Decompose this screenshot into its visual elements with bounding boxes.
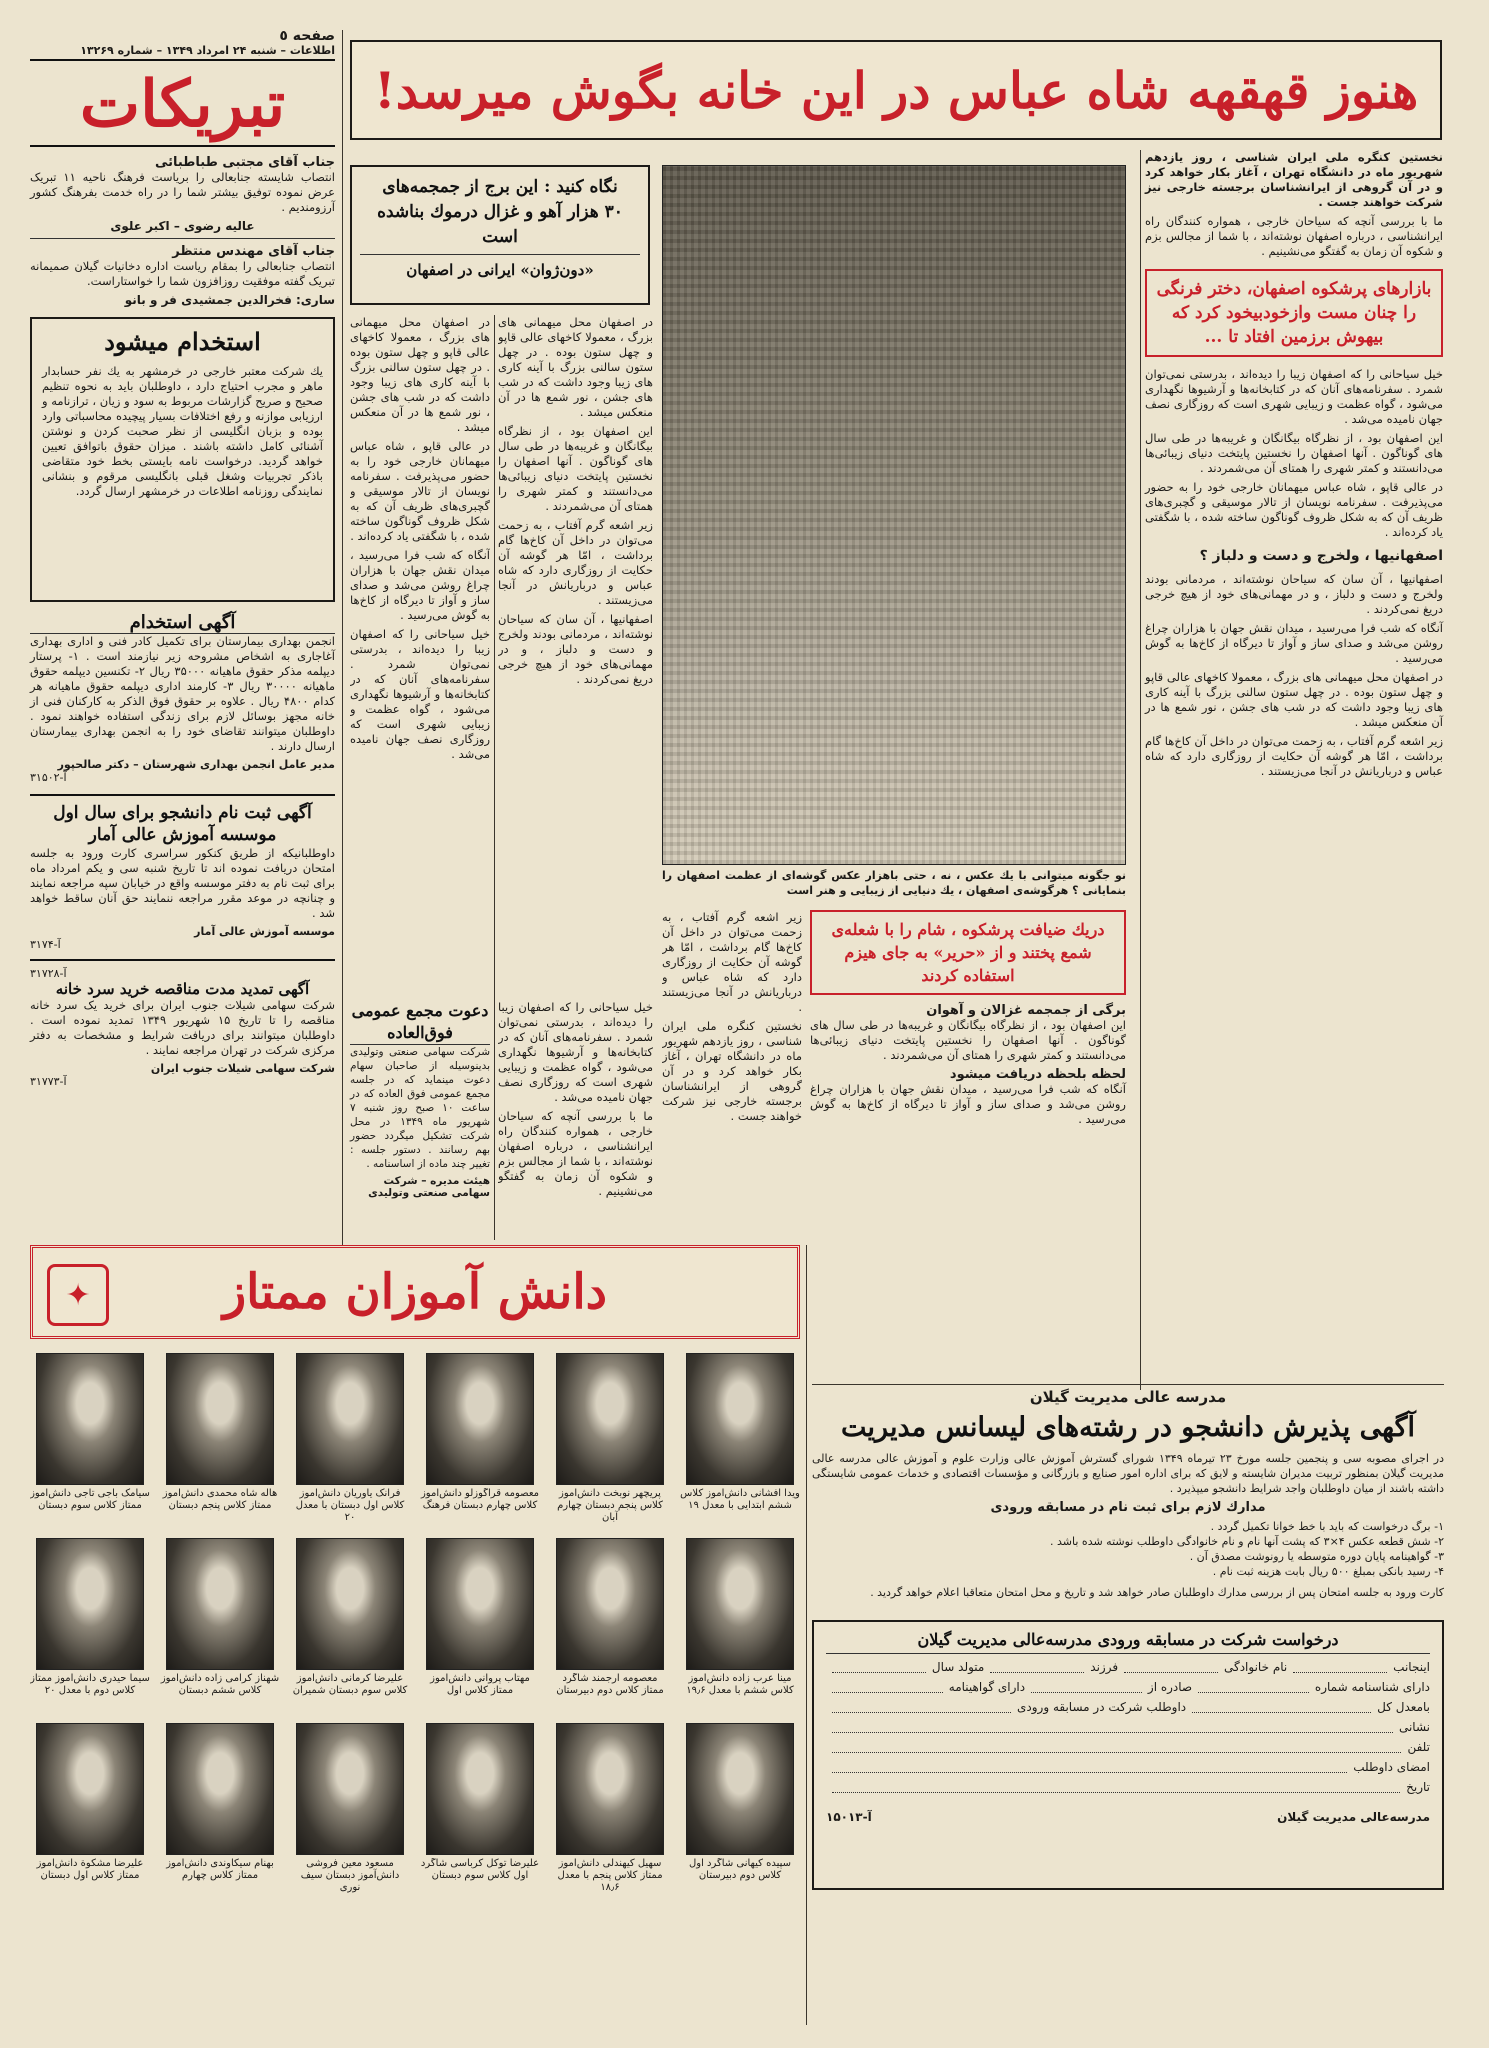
red-callout	[810, 910, 1126, 995]
student-photo	[36, 1723, 144, 1855]
invitation-title: دعوت مجمع عمومی فوق‌العاده	[350, 1000, 490, 1045]
form-label: تلفن	[1407, 1740, 1430, 1754]
statistics-ad	[30, 794, 335, 951]
article-paragraph: این اصفهان بود ، از نظرگاه بیگانگان و غریبه‌ها در طی سال های گوناگون . آنها اصفهان را نخستین پایتخت دنیای زیبائی‌ها می‌دانستند و کمتر شهری را همتای آن می‌شمردند .	[810, 1018, 1126, 1062]
student-caption: فرانک یاوریان دانش‌آموز کلاس اول دبستان با معدل ۲۰	[295, 1488, 405, 1523]
ad-body: انجمن بهداری بیمارستان برای تکمیل کادر فنی و اداری بهداری آغاجاری به اشخاص مشروحه زیر نیازمند است . ۱- پرستار دیپلمه مذکر حقوق ماهیانه ۳۵۰۰۰ ریال ۲- تکنسین دیپلمه حقوق ماهیانه ۳۰۰۰۰ ریال ۳- کارمند اداری دیپلمه حقوق ماهیانه هر کدام ۴۸۰۰ ریال . علاوه بر حقوق فوق الذکر به کارکنان فنی از خانه مجهز بوسائل لازم برای زندگی استفاده خواهند نمود . داوطلبان میتوانند تقاضای خود را به انجمن بهداری بیمارستان ارسال دارند .	[30, 634, 335, 753]
article-paragraph: اصفهانیها ، آن سان که سیاحان نوشته‌اند ، مردمانی بودند ولخرج و دست و دلباز ، و در مهمانی‌های خود از هیچ خرجی دریغ نمی‌کردند .	[1145, 572, 1443, 616]
student-caption: مهتاب پروانی دانش‌آموز ممتاز کلاس اول	[430, 1673, 530, 1696]
student-photo	[426, 1353, 534, 1485]
student-card	[290, 1353, 410, 1530]
student-caption: مسعود معین فروشی دانش‌آموز دبستان سیف نوری	[300, 1858, 400, 1893]
ad-sign: شرکت سهامی شیلات جنوب ایران	[150, 1062, 335, 1075]
gilan-title: آگهی پذیرش دانشجو در رشته‌های لیسانس مدیریت	[841, 1412, 1415, 1443]
student-caption: علیرضا توکل کرباسی شاگرد اول کلاس سوم دبستان	[420, 1858, 540, 1881]
lower-article	[810, 910, 1126, 1240]
gilan-conditions-title: مدارك لازم برای ثبت نام در مسابقه ورودی	[990, 1500, 1266, 1515]
student-card	[160, 1353, 280, 1530]
gilan-condition: ۱- برگ درخواست که باید با خط خوانا تکمیل گردد .	[1210, 1520, 1444, 1533]
student-photo	[166, 1538, 274, 1670]
congrats-sign: عالیه رضوی – اکبر علوی	[110, 219, 255, 233]
student-card	[160, 1723, 280, 1900]
article-paragraph: خیل سیاحانی را که اصفهان زیبا را دیده‌اند ، بدرستی نمی‌توان شمرد . سفرنامه‌های آنان که در کتابخانه‌ها و آرشیوها نگهداری می‌شود ، گواه عظمت و زیبایی شهری است که روزگاری نصف جهان نامیده می‌شد .	[1145, 367, 1443, 426]
student-caption: سهیل کیهندلی دانش‌آموز ممتاز کلاس پنجم با معدل ۱۸٫۶	[557, 1858, 663, 1893]
gilan-form	[812, 1620, 1444, 1890]
sub-headline-line: نگاه کنید : این برج از جمجمه‌های	[382, 177, 618, 197]
issue-line: اطلاعات – شنبه ۲۴ امرداد ۱۳۴۹ – شماره ۱۳۲۶۹	[30, 44, 335, 61]
photo-caption-box	[662, 868, 1126, 898]
student-caption: علیرضا کرمانی دانش‌آموز کلاس سوم دبستان شمیران	[292, 1673, 408, 1696]
article-paragraph: زیر اشعه گرم آفتاب ، به زحمت می‌توان در داخل آن کاخ‌ها گام برداشت ، امّا هر گوشه آن حکایت از روزگاری دارد که شاه عباس و درباریانش در آنجا می‌زیستند .	[662, 910, 802, 1014]
student-photo	[296, 1723, 404, 1855]
congrats-block	[30, 155, 335, 307]
form-label: داوطلب شرکت در مسابقه ورودی	[1017, 1700, 1187, 1714]
student-caption: معصومه ارجمند شاگرد ممتاز کلاس دوم دبیرستان	[556, 1673, 664, 1696]
article-paragraph: خیل سیاحانی را که اصفهان زیبا را دیده‌اند ، بدرستی نمی‌توان شمرد . سفرنامه‌های آنان که در کتابخانه‌ها و آرشیوها نگهداری می‌شود ، گواه عظمت و زیبایی شهری است که روزگاری نصف جهان نامیده می‌شد .	[498, 1000, 653, 1104]
student-photo	[166, 1723, 274, 1855]
ad-code: آ-۳۱۷۴	[30, 938, 61, 951]
emblem-icon: ✦	[47, 1264, 109, 1326]
gilan-code: آ-۱۵۰۱۳	[826, 1810, 872, 1824]
bold-subhead: اصفهانیها ، ولخرج و دست و دلباز ؟	[1199, 548, 1443, 564]
student-photo	[686, 1723, 794, 1855]
article-paragraph: زیر اشعه گرم آفتاب ، به زحمت می‌توان در داخل آن کاخ‌ها گام برداشت ، امّا هر گوشه آن حکایت از روزگاری دارد که شاه عباس و درباریانش در آنجا می‌زیستند .	[1145, 734, 1443, 778]
form-label: بامعدل کل	[1377, 1700, 1430, 1714]
form-label: فرزند	[1090, 1660, 1119, 1674]
student-caption: مینا عرب زاده دانش‌آموز کلاس ششم با معدل ۱۹٫۶	[686, 1673, 794, 1696]
article-column	[350, 315, 490, 995]
form-label: دارای شناسنامه شماره	[1314, 1680, 1430, 1694]
sub-headline-box	[350, 165, 650, 305]
congrats-body: انتصاب شایسته جنابعالی را بریاست فرهنگ ناحیه ۱۱ تبریک عرض نموده توفیق بیشتر شما را در راه خدمت بفرهنگ کشور آرزومندیم .	[30, 170, 335, 214]
article-intro: نخستین کنگره ملی ایران شناسی ، روز یازدهم شهریور ماه در دانشگاه تهران ، آغاز بکار خواهد کرد و در آن گروهی از ایرانشناسان برجسته خارجی نیز شرکت خواهند جست .	[1145, 150, 1443, 209]
invitation-sign: هیئت مدیره – شرکت سهامی صنعتی وتولیدی	[368, 1175, 490, 1199]
mosque-photo	[662, 165, 1126, 865]
student-card	[290, 1723, 410, 1900]
page-number: صفحه ٥	[279, 28, 335, 44]
article-paragraph: در اصفهان محل میهمانی های بزرگ ، معمولا کاخهای عالی قاپو و چهل ستون بوده . در چهل ستون سالنی بزرگ با آینه کاری های زیبا وجود داشت که در شب های جشن ، نور شمع ها در آن منعکس میشد .	[498, 315, 653, 419]
student-caption: سپیده کیهانی شاگرد اول کلاس دوم دبیرستان	[688, 1858, 792, 1881]
student-card	[30, 1353, 150, 1530]
student-photo	[556, 1538, 664, 1670]
student-card	[420, 1353, 540, 1530]
gilan-condition: ۴- رسید بانکی بمبلغ ۵۰۰ ریال بابت هزینه ثبت نام .	[1212, 1565, 1444, 1578]
student-caption: معصومه قراگوزلو دانش‌آموز کلاس چهارم دبستان فرهنگ	[420, 1488, 540, 1511]
student-caption: پریچهر نوبخت دانش‌آموز کلاس پنجم دبستان چهارم آبان	[557, 1488, 663, 1523]
photo-caption: نو جگونه میتوانی با یك عکس ، نه ، حتی باهزار عکس گوشه‌ای از عظمت اصفهان را بنمایانی ؟ هرگوشه‌ی اصفهان ، یك دنیایی از زیبایی و هنر است	[662, 869, 1126, 897]
congrats-body: انتصاب جنابعالی را بمقام ریاست اداره دخانیات گیلان صمیمانه تبریک گفته موفقیت روزافزون شما را خواستاراست.	[30, 259, 335, 288]
student-card	[680, 1723, 800, 1900]
student-card	[30, 1723, 150, 1900]
ad-code: آ-۳۱۷۷۳	[30, 1075, 67, 1088]
student-photo	[296, 1538, 404, 1670]
article-column	[662, 910, 802, 1240]
article-paragraph: آنگاه که شب فرا می‌رسید ، میدان نقش جهان با هزاران چراغ روشن می‌شد و صدای ساز و آواز تا دیرگاه از کاخ‌ها به گوش می‌رسید .	[1145, 621, 1443, 665]
ad-title: آگهی تمدید مدت مناقصه خرید سرد خانه	[55, 980, 310, 998]
student-caption: علیرضا مشکوة دانش‌آموز ممتاز کلاس اول دبستان	[36, 1858, 144, 1881]
employment-title: استخدام میشود	[104, 327, 261, 356]
article-column	[498, 1000, 653, 1240]
masthead	[30, 28, 335, 61]
form-label: تاریخ	[1406, 1780, 1430, 1794]
student-card	[30, 1538, 150, 1715]
red-callout-text: دریك ضیافت پرشکوه ، شام را با شعله‌ی شمع پختند و از «حریر» به جای هیزم استفاده کردند	[831, 920, 1105, 985]
article-paragraph: این اصفهان بود ، از نظرگاه بیگانگان و غریبه‌ها در طی سال های گوناگون . آنها اصفهان را نخستین پایتخت دنیای زیبائی‌ها می‌دانستند و کمتر شهری را همتای آن می‌شمردند .	[498, 424, 653, 513]
article-paragraph: در عالی قاپو ، شاه عباس میهمانان خارجی خود را به حضور می‌پذیرفت . سفرنامه نویسان از تالار موسیقی و گچبری‌های ظریف آن که به شکل ظروف گوناگون ساخته شده ، با شگفتی یاد کرده‌اند .	[1145, 480, 1443, 539]
form-label: متولد سال	[931, 1660, 985, 1674]
ad-code: آ-۳۱۵۰۲	[30, 771, 67, 784]
ad-sign: موسسه آموزش عالی آمار	[194, 925, 335, 938]
employment-ad	[30, 317, 335, 602]
form-label: اینجانب	[1393, 1660, 1430, 1674]
student-caption: سیما حیدری دانش‌آموز ممتاز کلاس دوم با معدل ۲۰	[30, 1673, 150, 1696]
employment-body: یك شرکت معتبر خارجی در خرمشهر به یك نفر حسابدار ماهر و مجرب احتیاج دارد ، داوطلبان باید به نحوه تنظیم صحیح و صریح گزارشات مربوط به سود و زیان ، ترازنامه و ارزیابی موازنه و رفع اختلافات بسیار پیچیده محاسباتی وارد بوده و بزبان انگلیسی از نظر صحبت کردن و نوشتن آشنائی کامل داشته باشند . میزان حقوق باتوافق تعیین خواهد گردید. درخواست نامه بایستی بخط خود متقاضی باذکر تجربیات وشغل قبلی بانگلیسی مرقوم و بنشانی نمایندگی روزنامه اطلاعات در خرمشهر ارسال گردد.	[42, 364, 323, 498]
ad-title: آگهی ثبت نام دانشجو برای سال اول موسسه آموزش عالی آمار	[53, 803, 312, 845]
sub-headline-tagline: «دون‌ژوان» ایرانی در اصفهان	[360, 254, 640, 285]
coldstore-ad	[30, 959, 335, 1088]
student-caption: شهناز کرامی زاده دانش‌آموز کلاس ششم دبستان	[160, 1673, 280, 1696]
article-paragraph: در اصفهان محل میهمانی های بزرگ ، معمولا کاخهای عالی قاپو و چهل ستون بوده . در چهل ستون سالنی بزرگ با آینه کاری های زیبا وجود داشت که در شب های جشن ، نور شمع ها در آن منعکس میشد .	[350, 315, 490, 434]
student-photo	[166, 1353, 274, 1485]
students-banner	[30, 1245, 800, 1339]
student-caption: ویدا افشانی دانش‌آموز کلاس ششم ابتدایی با معدل ۱۹	[680, 1488, 800, 1511]
student-caption: سیامک باجی تاجی دانش‌آموز ممتاز کلاس سوم دبستان	[30, 1488, 150, 1511]
invitation-ad	[350, 1000, 490, 1240]
student-card	[290, 1538, 410, 1715]
student-photo	[296, 1353, 404, 1485]
form-label: نام خانوادگی	[1224, 1660, 1288, 1674]
article-paragraph: در اصفهان محل میهمانی های بزرگ ، معمولا کاخهای عالی قاپو و چهل ستون بوده . در چهل ستون سالنی بزرگ با آینه کاری های زیبا وجود داشت که در شب های جشن ، نور شمع ها در آن منعکس میشد .	[1145, 670, 1443, 729]
article-right-column	[1145, 150, 1443, 1390]
ad-body: داوطلبانیکه از طریق کنکور سراسری کارت ورود به جلسه امتحان دریافت نموده اند تا تاریخ شنبه سی و یکم امرداد ماه برای ثبت نام به دفتر موسسه واقع در خیابان سپه مراجعه نمایند و چنانچه در موعد مقرر مراجعه ننمایند حق آنان ساقط خواهد شد .	[30, 846, 335, 920]
article-paragraph: در عالی قاپو ، شاه عباس میهمانان خارجی خود را به حضور می‌پذیرفت . سفرنامه نویسان از تالار موسیقی و گچبری‌های ظریف آن که به شکل ظروف گوناگون ساخته شده ، با شگفتی یاد کرده‌اند .	[350, 439, 490, 543]
gilan-header: مدرسه عالی مدیریت گیلان	[1029, 1388, 1227, 1406]
student-photo	[686, 1353, 794, 1485]
gilan-footer: کارت ورود به جلسه امتحان پس از بررسی مدارك داوطلبان صادر خواهد شد و تاریخ و محل امتحان متعاقبا اعلام خواهد گردید .	[870, 1586, 1444, 1599]
student-photo	[426, 1723, 534, 1855]
article-paragraph: آنگاه که شب فرا می‌رسید ، میدان نقش جهان با هزاران چراغ روشن می‌شد و صدای ساز و آواز تا دیرگاه از کاخ‌ها به گوش می‌رسید .	[350, 548, 490, 622]
hiring-ad	[30, 612, 335, 784]
article-paragraph: این اصفهان بود ، از نظرگاه بیگانگان و غریبه‌ها در طی سال های گوناگون . آنها اصفهان را نخستین پایتخت دنیای زیبائی‌ها می‌دانستند و کمتر شهری را همتای آن می‌شمردند .	[1145, 431, 1443, 475]
ad-body: شرکت سهامی شیلات جنوب ایران برای خرید یک سرد خانه مناقصه را تا تاریخ ۱۵ شهریور ۱۳۴۹ تمدید نموده است . داوطلبان میتوانند برای دریافت شرایط و مشخصات به دفتر مرکزی شرکت در تهران مراجعه نمایند .	[30, 998, 335, 1057]
gilan-ad	[812, 1388, 1444, 2028]
article-paragraph: نخستین کنگره ملی ایران شناسی ، روز یازدهم شهریور ماه در دانشگاه تهران ، آغاز بکار خواهد کرد و در آن گروهی از ایرانشناسان برجسته خارجی نیز شرکت خواهند جست .	[662, 1019, 802, 1123]
congrats-title: جناب آقای مهندس منتظر	[172, 244, 335, 259]
article-paragraph: اصفهانیها ، آن سان که سیاحان نوشته‌اند ، مردمانی بودند ولخرج و دست و دلباز ، و در مهمانی‌های خود از هیچ خرجی دریغ نمی‌کردند .	[498, 612, 653, 686]
article-column	[498, 315, 653, 995]
gilan-form-sign: مدرسه‌عالی مدیریت گیلان	[1277, 1810, 1430, 1824]
student-photo	[686, 1538, 794, 1670]
article-paragraph: آنگاه که شب فرا می‌رسید ، میدان نقش جهان با هزاران چراغ روشن می‌شد و صدای ساز و آواز تا دیرگاه از کاخ‌ها به گوش می‌رسید .	[810, 1082, 1126, 1126]
gilan-form-title: درخواست شرکت در مسابقه ورودی مدرسه‌عالی مدیریت گیلان	[826, 1630, 1430, 1654]
ad-code: آ-۳۱۷۲۸	[30, 967, 67, 980]
article-paragraph: ما با بررسی آنچه که سیاحان خارجی ، همواره کنندگان راه ایرانشناسی ، درباره اصفهان نوشته‌اند ، با شما از مجالس بزم و شکوه آن زمان به گفتگو می‌نشینیم .	[498, 1109, 653, 1198]
student-grid	[30, 1353, 800, 1900]
congrats-sign: ساری: فخرالدین جمشیدی فر و بانو	[124, 293, 335, 307]
red-callout-text: بازارهای پرشکوه اصفهان، دختر فرنگی را چنان مست وازخودبیخود کرد که بیهوش برزمین افتاد تا ...	[1156, 279, 1432, 347]
student-caption: هاله شاه محمدی دانش‌آموز ممتاز کلاس پنجم دبستان	[162, 1488, 278, 1511]
gilan-condition: ۳- گواهینامه پایان دوره متوسطه یا رونوشت مصدق آن .	[1189, 1550, 1444, 1563]
article-paragraph: ما با بررسی آنچه که سیاحان خارجی ، همواره کنندگان راه ایرانشناسی ، درباره اصفهان نوشته‌اند ، با شما از مجالس بزم و شکوه آن زمان به گفتگو می‌نشینیم .	[1145, 214, 1443, 258]
bold-subhead: برگی از جمجمه غزالان و آهوان	[926, 1003, 1126, 1018]
form-label: نشانی	[1398, 1720, 1430, 1734]
ad-title: آگهی استخدام	[30, 612, 335, 634]
student-card	[420, 1723, 540, 1900]
ad-sign: مدیر عامل انجمن بهداری شهرستان – دکتر صالحپور	[57, 758, 335, 771]
red-callout	[1145, 269, 1443, 357]
student-card	[160, 1538, 280, 1715]
students-banner-title: دانش آموزان ممتاز	[222, 1264, 608, 1320]
student-photo	[36, 1538, 144, 1670]
article-paragraph: خیل سیاحانی را که اصفهان زیبا را دیده‌اند ، بدرستی نمی‌توان شمرد . سفرنامه‌های آنان که در کتابخانه‌ها و آرشیوها نگهداری می‌شود ، گواه عظمت و زیبایی شهری است که روزگاری نصف جهان نامیده می‌شد .	[350, 627, 490, 761]
student-card	[550, 1723, 670, 1900]
main-headline-box	[350, 40, 1442, 140]
main-headline: هنوز قهقهه شاه عباس در این خانه بگوش میرسد!	[373, 60, 1419, 120]
left-column	[30, 28, 335, 1238]
form-label: امضای داوطلب	[1353, 1760, 1430, 1774]
form-label: دارای گواهینامه	[948, 1680, 1026, 1694]
invitation-body: شرکت سهامی صنعتی وتولیدی بدینوسیله از صاحبان سهام دعوت مینماید که در جلسه مجمع عمومی فوق العاده که در ساعت ۱۰ صبح روز شنبه ۷ شهریور ماه ۱۳۴۹ در محل شرکت تشکیل میگردد حضور بهم رسانند . دستور جلسه : تغییر چند ماده از اساسنامه .	[350, 1046, 490, 1170]
gilan-conditions	[812, 1519, 1444, 1579]
student-card	[680, 1353, 800, 1530]
section-title: تبریکات	[30, 65, 335, 147]
sub-headline-line: ۳۰ هزار آهو و غزال درموك بناشده است	[377, 202, 623, 247]
student-photo	[556, 1353, 664, 1485]
gilan-body: در اجرای مصوبه سی و پنجمین جلسه مورخ ۲۳ تیرماه ۱۳۴۹ شورای گسترش آموزش عالی وزارت علوم و آموزش عالی مدرسه عالی مدیریت گیلان بمنظور تربیت مدیران شایسته و لایق که برای اداره امور صنایع و بازرگانی و مؤسسات اقتصادی و خدمات عمومی شایستگی داشته باشند از میان داوطلبان واجد شرایط دانشجو میپذیرد .	[812, 1452, 1445, 1495]
form-label: صادره از	[1147, 1680, 1193, 1694]
students-block	[30, 1245, 800, 2025]
bold-subhead: لحظه بلحظه دریافت میشود	[949, 1067, 1126, 1082]
gilan-condition: ۲- شش قطعه عکس ۴×۳ که پشت آنها نام و نام خانوادگی داوطلب نوشته شده باشد .	[1050, 1535, 1444, 1548]
student-card	[550, 1538, 670, 1715]
student-photo	[556, 1723, 664, 1855]
student-photo	[426, 1538, 534, 1670]
student-photo	[36, 1353, 144, 1485]
student-card	[550, 1353, 670, 1530]
congrats-title: جناب آقای مجتبی طباطبائی	[154, 155, 335, 170]
student-card	[680, 1538, 800, 1715]
student-caption: بهنام سیکاوندی دانش‌آموز ممتاز کلاس چهارم	[166, 1858, 274, 1881]
student-card	[420, 1538, 540, 1715]
article-paragraph: زیر اشعه گرم آفتاب ، به زحمت می‌توان در داخل آن کاخ‌ها گام برداشت ، امّا هر گوشه آن حکایت از روزگاری دارد که شاه عباس و درباریانش در آنجا می‌زیستند .	[498, 518, 653, 607]
